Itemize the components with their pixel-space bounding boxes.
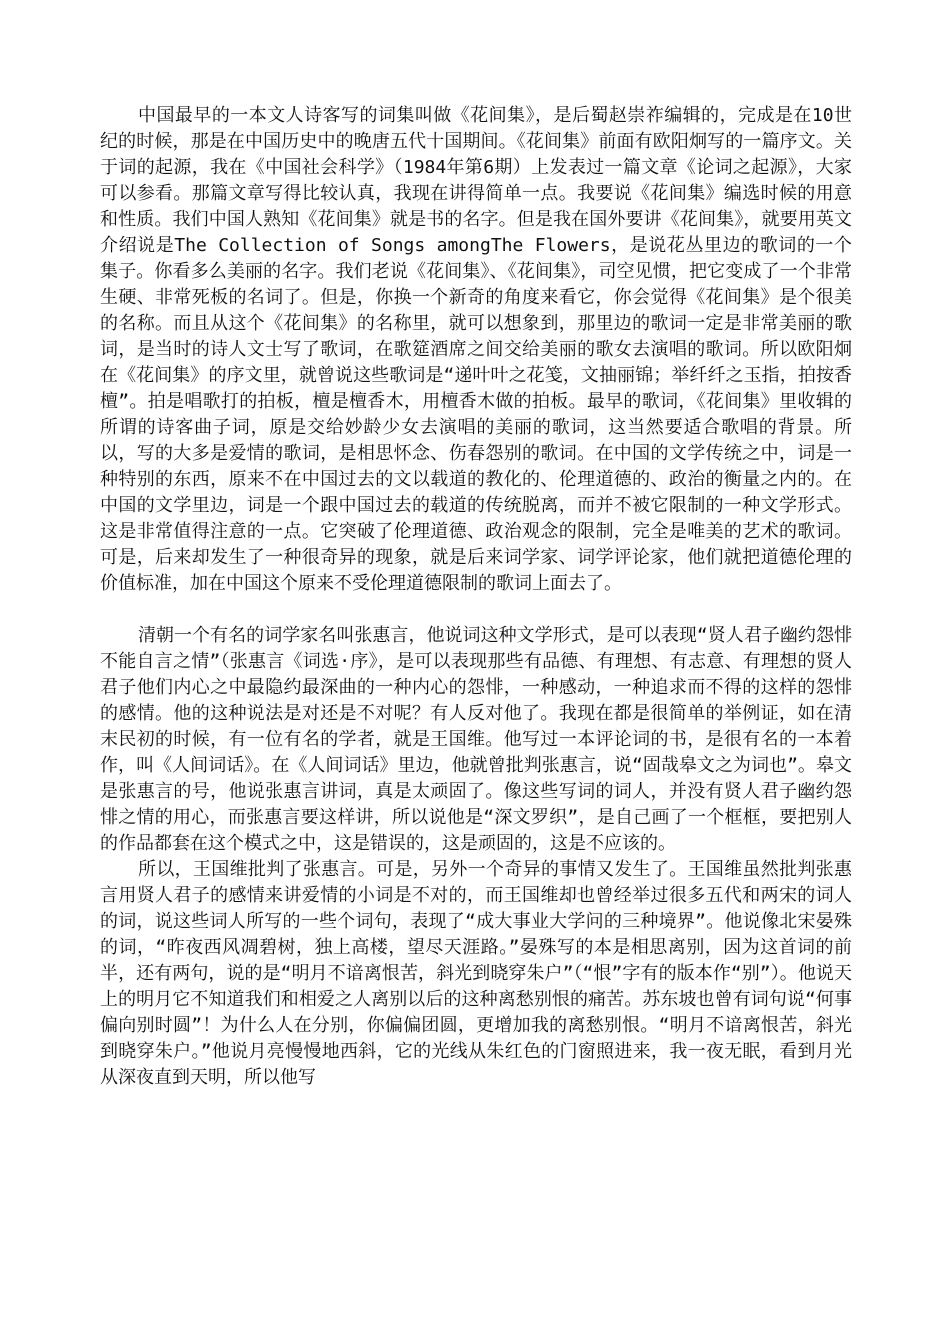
paragraph-zhanghuiyan: 清朝一个有名的词学家名叫张惠言，他说词这种文学形式，是可以表现“贤人君子幽约怨悱不能自言之情”（张惠言《词选·序》，是可以表现那些有品德、有理想、有志意、有理想的贤人君子他们内心之中最隐约最深曲的一种内心的怨悱，一种感动，一种追求而不得的这样的怨悱的感情。他的这种说法是对还是不对呢？有人反对他了。我现在都是很简单的举例证，如在清末民初的时候，有一位有名的学者，就是王国维。他写过一本评论词的书，是很有名的一本着作，叫《人间词话》。在《人间词话》里边，他就曾批判张惠言，说“固哉皋文之为词也”。皋文是张惠言的号，他说张惠言讲词，真是太顽固了。像这些写词的词人，并没有贤人君子幽约怨悱之情的用心，而张惠言要这样讲，所以说他是“深文罗织”，是自己画了一个框框，要把别人的作品都套在这个模式之中，这是错误的，这是顽固的，这是不应该的。 bbox=[100, 625, 852, 854]
paragraph-huajianji: 中国最早的一本文人诗客写的词集叫做《花间集》，是后蜀赵崇祚编辑的，完成是在10世纪的时候，那是在中国历史中的晚唐五代十国期间。《花间集》前面有欧阳炯写的一篇序文。关于词的起源，我在《中国社会科学》（1984年第6期）上发表过一篇文章《论词之起源》，大家可以参看。那篇文章写得比较认真，我现在讲得简单一点。我要说《花间集》编选时候的用意和性质。我们中国人熟知《花间集》就是书的名字。但是我在国外要讲《花间集》，就要用英文介绍说是The Collection of Songs amongThe Flowers，是说花丛里边的歌词的一个集子。你看多么美丽的名字。我们老说《花间集》、《花间集》，司空见惯，把它变成了一个非常生硬、非常死板的名词了。但是，你换一个新奇的角度来看它，你会觉得《花间集》是个很美的名称。而且从这个《花间集》的名称里，就可以想象到，那里边的歌词一定是非常美丽的歌词，是当时的诗人文士写了歌词，在歌筵酒席之间交给美丽的歌女去演唱的歌词。所以欧阳炯在《花间集》的序文里，就曾说这些歌词是“递叶叶之花笺，文抽丽锦；举纤纤之玉指，拍按香檀”。拍是唱歌打的拍板，檀是檀香木，用檀香木做的拍板。最早的歌词，《花间集》里收辑的所谓的诗客曲子词，原是交给妙龄少女去演唱的美丽的歌词，这当然要适合歌唱的背景。所以，写的大多是爱情的歌词，是相思怀念、伤春怨别的歌词。在中国的文学传统之中，词是一种特别的东西，原来不在中国过去的文以载道的教化的、伦理道德的、政治的衡量之内的。在中国的文学里边，词是一个跟中国过去的载道的传统脱离，而并不被它限制的一种文学形式。这是非常值得注意的一点。它突破了伦理道德、政治观念的限制，完全是唯美的艺术的歌词。可是，后来却发生了一种很奇异的现象，就是后来词学家、词学评论家，他们就把道德伦理的价值标准，加在中国这个原来不受伦理道德限制的歌词上面去了。 bbox=[100, 105, 852, 594]
document-body bbox=[100, 103, 852, 1091]
paragraph-wangguowei: 所以，王国维批判了张惠言。可是，另外一个奇异的事情又发生了。王国维虽然批判张惠言用贤人君子的感情来讲爱情的小词是不对的，而王国维却也曾经举过很多五代和两宋的词人的词，说这些词人所写的一些个词句，表现了“成大事业大学问的三种境界”。他说像北宋晏殊的词，“昨夜西风凋碧树，独上高楼，望尽天涯路。”晏殊写的本是相思离别，因为这首词的前半，还有两句，说的是“明月不谙离恨苦，斜光到晓穿朱户”（“恨”字有的版本作“别”）。他说天上的明月它不知道我们和相爱之人离别以后的这种离愁别恨的痛苦。苏东坡也曾有词句说“何事偏向别时圆”！为什么人在分别，你偏偏团圆，更增加我的离愁别恨。“明月不谙离恨苦，斜光到晓穿朱户。”他说月亮慢慢地西斜，它的光线从朱红色的门窗照进来，我一夜无眠，看到月光从深夜直到天明，所以他写 bbox=[100, 859, 852, 1088]
